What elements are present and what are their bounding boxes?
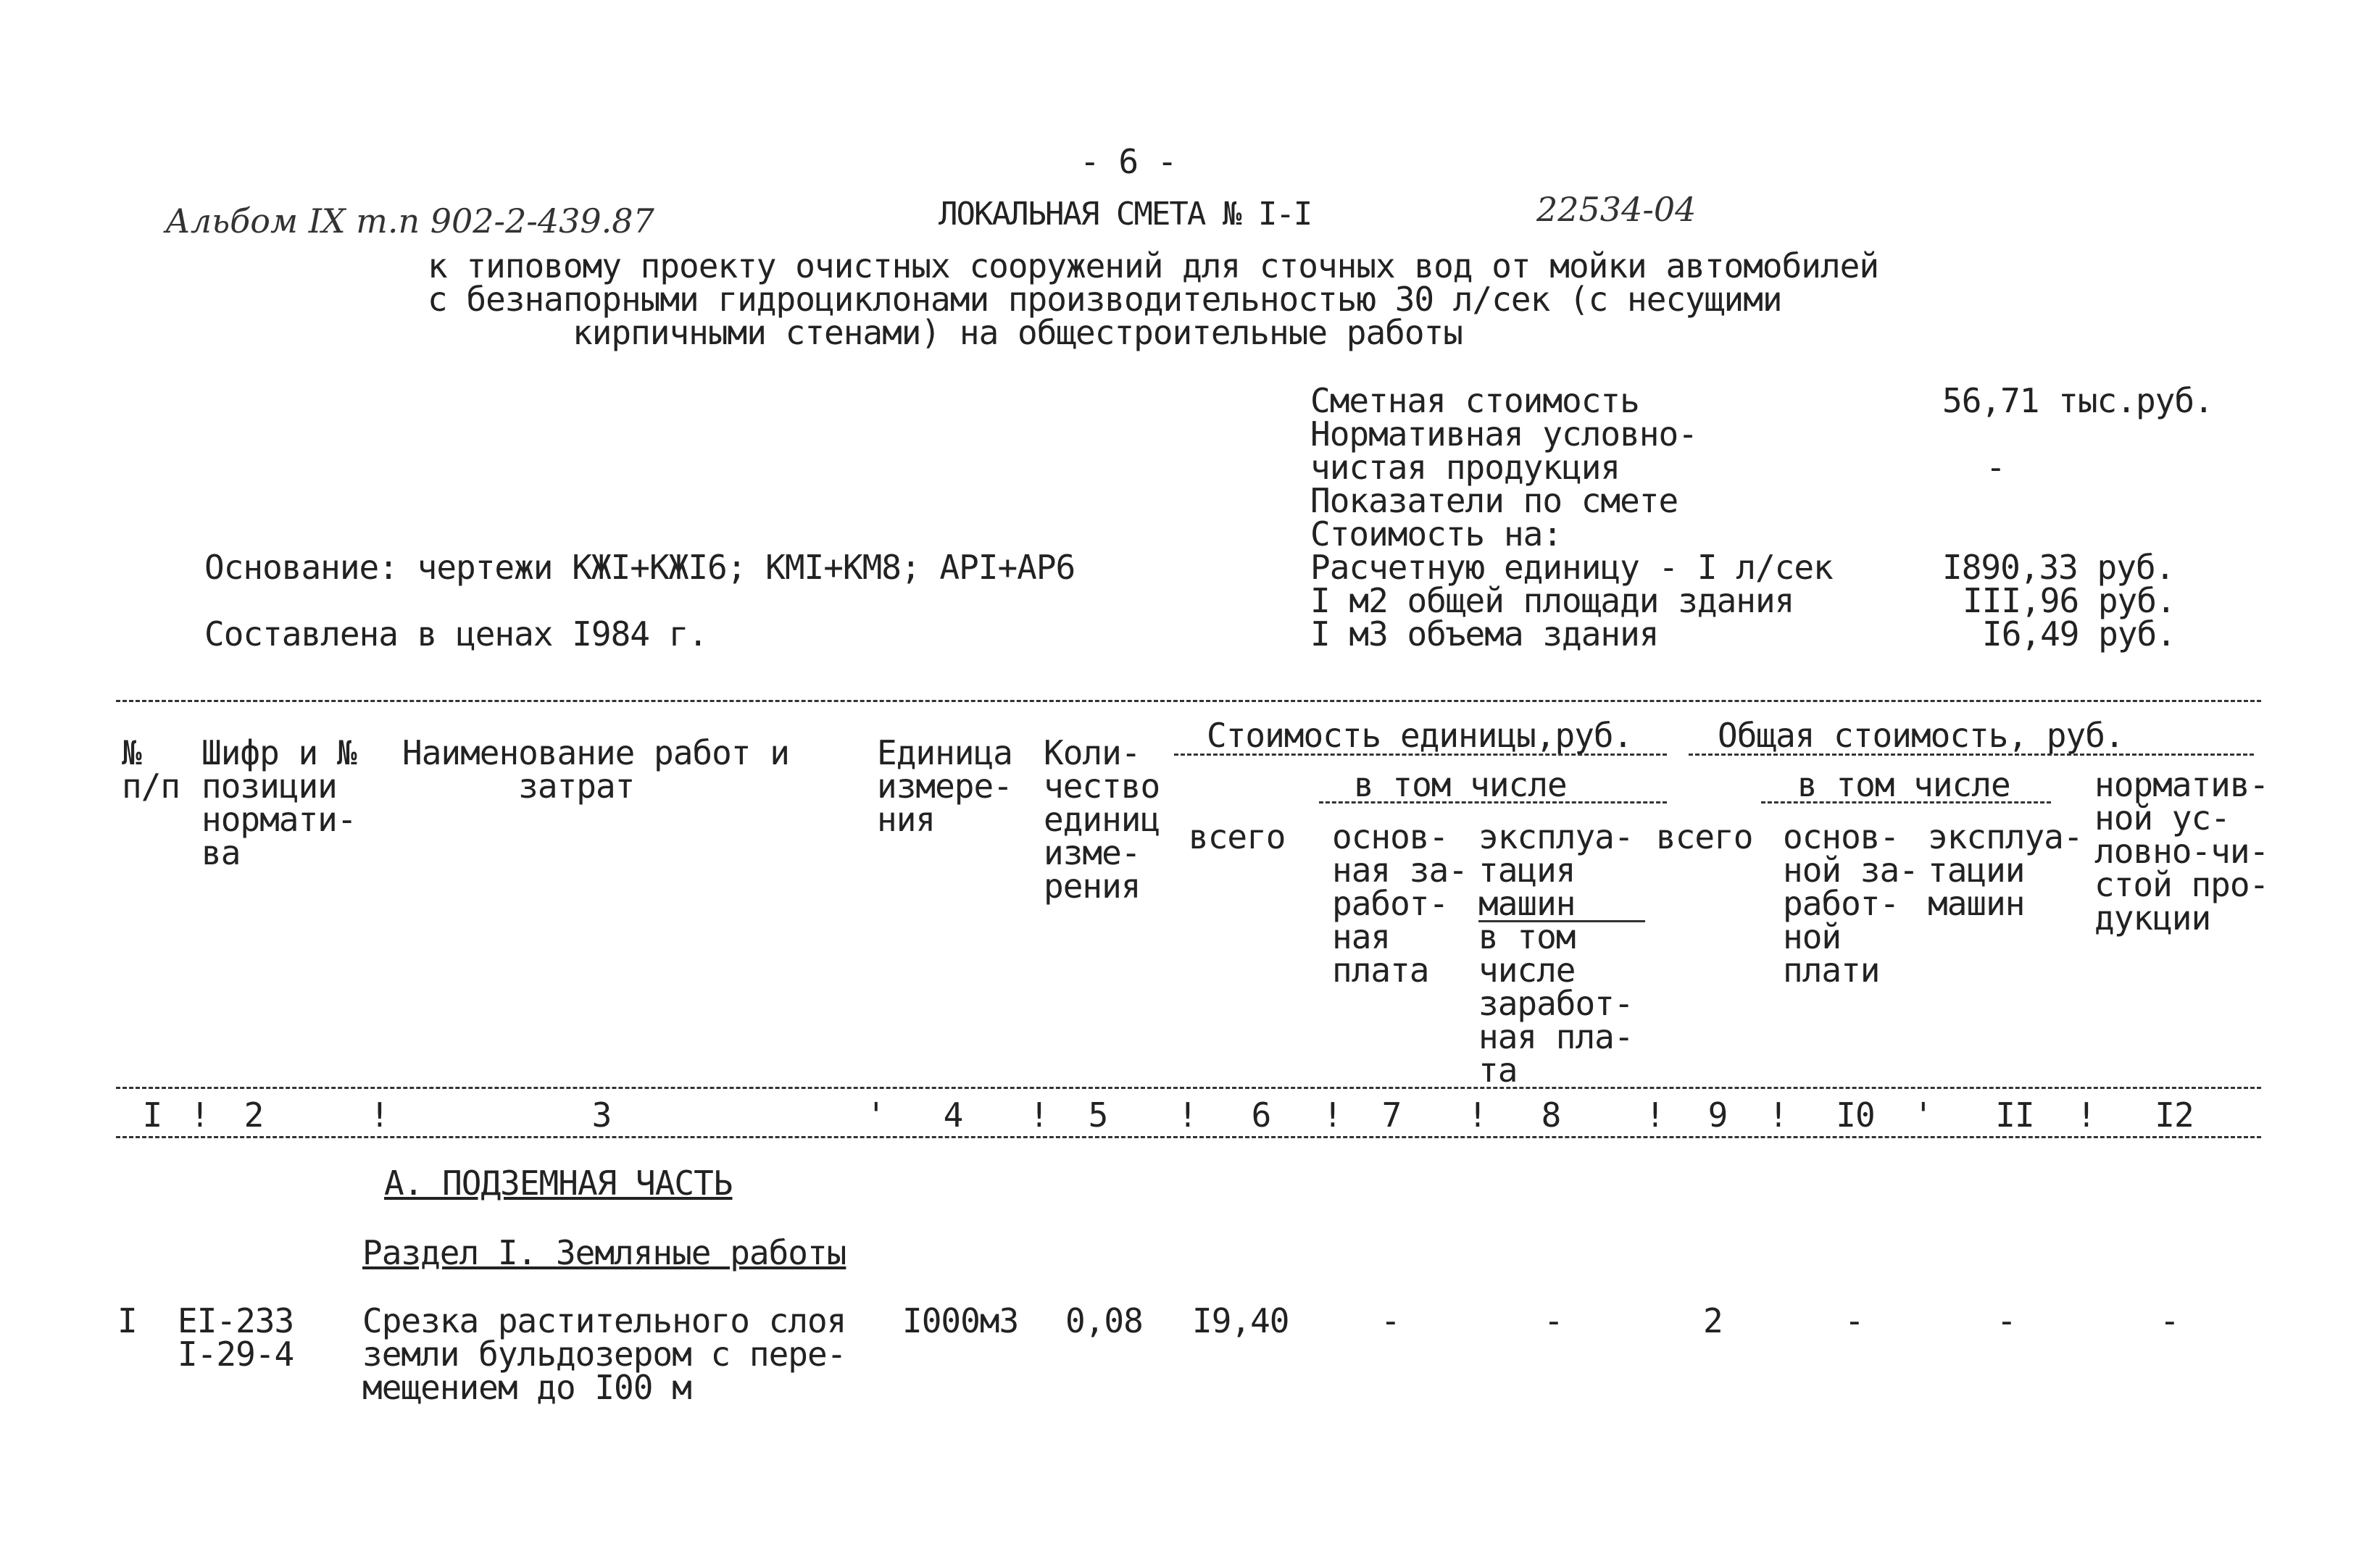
- column-separator: ': [866, 1095, 886, 1135]
- row-unit: I000м3: [902, 1301, 1019, 1340]
- handwritten-code: 22534-04: [1536, 190, 1697, 229]
- row-machines-total: -: [1997, 1301, 2016, 1340]
- summary-label: I м3 объема здания: [1310, 614, 1659, 654]
- header-col-7: основ- ная за- работ- ная плата: [1332, 817, 1468, 990]
- basis-line: Основание: чертежи КЖI+КЖI6; КМI+КМ8; АРI+АР6: [204, 548, 1075, 587]
- document-title: ЛОКАЛЬНАЯ СМЕТА № I-I: [939, 196, 1312, 233]
- column-separator: !: [1029, 1095, 1049, 1135]
- column-number: 7: [1381, 1095, 1402, 1135]
- column-number: 3: [591, 1095, 612, 1135]
- column-number: 6: [1251, 1095, 1271, 1135]
- row-name: Срезка растительного слоя земли бульдозером с пере- мещением до I00 м: [362, 1301, 846, 1407]
- header-col-11: эксплуа- тации машин: [1928, 817, 2083, 923]
- album-reference: Альбом IX т.п 902-2-439.87: [165, 201, 654, 241]
- header-col-5: Коли- чество единиц изме- рения: [1044, 733, 1160, 906]
- column-number: II: [1995, 1095, 2034, 1135]
- column-separator: !: [1178, 1095, 1197, 1135]
- column-number: I2: [2155, 1095, 2194, 1135]
- column-separator: !: [1468, 1095, 1487, 1135]
- summary-value: I890,33 руб.: [1942, 548, 2175, 587]
- column-separator: !: [370, 1095, 389, 1135]
- column-number: I: [142, 1095, 162, 1135]
- summary-value: -: [1986, 448, 2005, 487]
- column-separator: !: [1645, 1095, 1665, 1135]
- column-separator: !: [190, 1095, 209, 1135]
- row-wage-unit: -: [1381, 1301, 1400, 1340]
- row-total-cost: 2: [1703, 1301, 1723, 1340]
- header-col-6: всего: [1189, 817, 1286, 856]
- header-col-8a: эксплуа- тация машин: [1478, 817, 1634, 923]
- header-col-10: основ- ной за- работ- ной плати: [1783, 817, 1918, 990]
- column-number: 4: [943, 1095, 963, 1135]
- summary-label: I м2 общей площади здания: [1310, 581, 1794, 620]
- header-unit-cost: Стоимость единицы,руб.: [1207, 716, 1633, 755]
- column-separator: ': [1913, 1095, 1933, 1135]
- header-col-3: Наименование работ и затрат: [402, 733, 789, 806]
- column-number: 8: [1541, 1095, 1561, 1135]
- unit-cost-rule: [1174, 754, 1667, 756]
- row-total-unit-cost: I9,40: [1192, 1301, 1289, 1340]
- summary-value: I6,49 руб.: [1982, 614, 2176, 654]
- table-top-rule: [116, 700, 2261, 702]
- column-number: 9: [1707, 1095, 1728, 1135]
- section-a-heading: А. ПОДЗЕМНАЯ ЧАСТЬ: [384, 1164, 733, 1203]
- row-code: ЕI-233 I-29-4: [178, 1301, 294, 1374]
- summary-label: Расчетную единицу - I л/сек: [1310, 548, 1833, 587]
- column-number: 2: [244, 1095, 264, 1135]
- column-separator: !: [2076, 1095, 2096, 1135]
- page-number: - 6 -: [1080, 142, 1177, 181]
- row-wage-total: -: [1844, 1301, 1864, 1340]
- prices-line: Составлена в ценах I984 г.: [204, 614, 708, 654]
- summary-label: Сметная стоимость: [1310, 381, 1639, 420]
- header-col-8b: в том числе заработ- ная пла- та: [1478, 917, 1634, 1090]
- header-col-9: всего: [1656, 817, 1753, 856]
- subtitle-line-3: кирпичными стенами) на общестроительные работы: [573, 313, 1462, 352]
- subtitle-line-1: к типовому проекту очистных сооружений для сточных вод от мойки автомобилей: [428, 246, 1879, 285]
- total-cost-rule: [1689, 754, 2254, 756]
- header-col-4: Единица измере- ния: [877, 733, 1012, 839]
- incl-unit-rule: [1319, 801, 1667, 803]
- header-col-1: № п/п: [122, 733, 180, 806]
- header-col-2: Шифр и № позиции нормати- ва: [201, 733, 357, 872]
- column-separator: !: [1323, 1095, 1342, 1135]
- column-number: 5: [1088, 1095, 1108, 1135]
- column-number: I0: [1836, 1095, 1875, 1135]
- row-machines-unit: -: [1544, 1301, 1563, 1340]
- row-norm-product: -: [2160, 1301, 2179, 1340]
- header-incl-unit: в том числе: [1354, 765, 1567, 804]
- row-number: I: [117, 1301, 137, 1340]
- summary-value: 56,71 тыс.руб.: [1942, 381, 2213, 420]
- header-total-cost: Общая стоимость, руб.: [1718, 716, 2124, 755]
- header-incl-total: в том числе: [1797, 765, 2010, 804]
- row-quantity: 0,08: [1065, 1301, 1143, 1340]
- summary-label: Показатели по смете: [1310, 481, 1678, 520]
- column-separator: !: [1768, 1095, 1788, 1135]
- incl-total-rule: [1761, 801, 2051, 803]
- header-bottom-rule: [116, 1087, 2261, 1089]
- section-1-heading: Раздел I. Земляные работы: [362, 1233, 846, 1272]
- summary-label: Нормативная условно-: [1310, 414, 1697, 454]
- summary-value: III,96 руб.: [1963, 581, 2176, 620]
- summary-label: Стоимость на:: [1310, 514, 1563, 554]
- header-col-12: норматив- ной ус- ловно-чи- стой про- дукции: [2094, 765, 2269, 938]
- summary-label: чистая продукция: [1310, 448, 1620, 487]
- subtitle-line-2: с безнапорными гидроциклонами производительностью 30 л/сек (с несущими: [428, 280, 1782, 319]
- column-number-rule: [116, 1136, 2261, 1138]
